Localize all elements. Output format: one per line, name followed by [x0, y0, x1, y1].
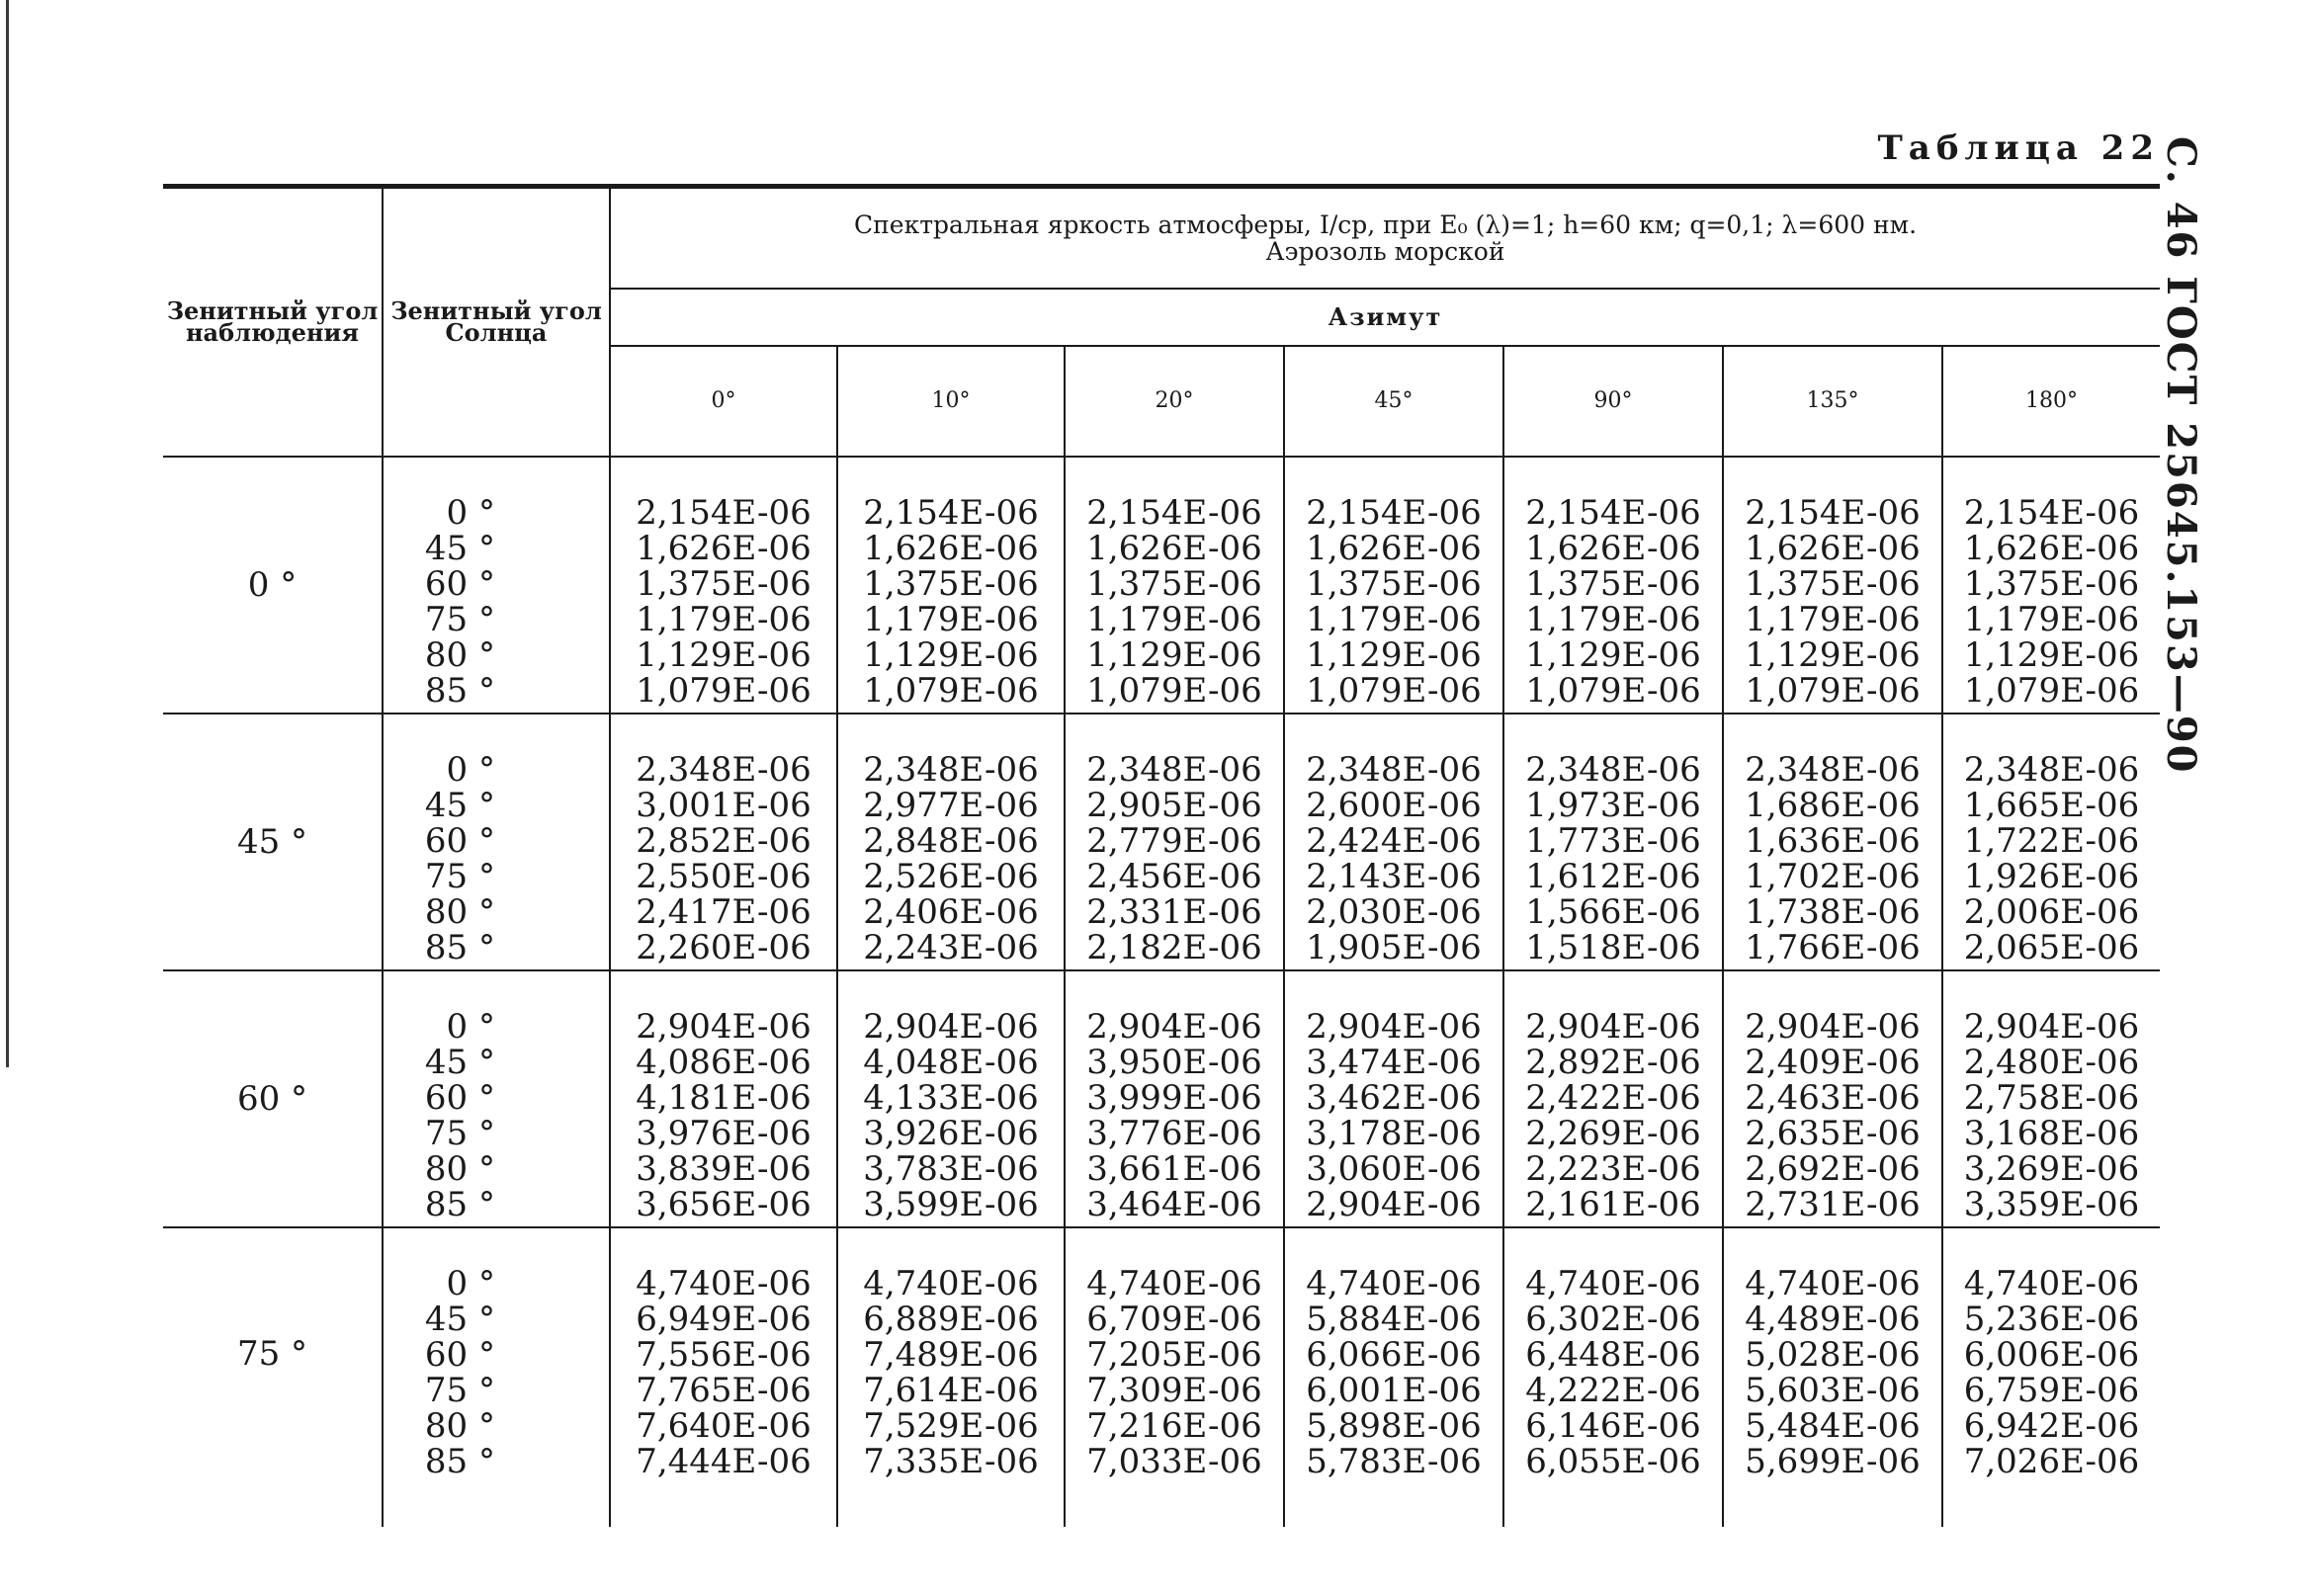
- value-entry: 1,926E-06: [1963, 857, 2140, 896]
- value-cell: [837, 1227, 1065, 1527]
- value-entry: 1,665E-06: [1963, 786, 2140, 825]
- value-entry: 4,133E-06: [863, 1078, 1039, 1118]
- value-entry: 2,154E-06: [1745, 493, 1921, 533]
- value-entry: 2,154E-06: [1963, 493, 2140, 533]
- sun-angle-value: 75 °: [424, 857, 495, 896]
- value-entry: 7,216E-06: [1086, 1406, 1262, 1446]
- page-edge-line: [6, 0, 9, 1067]
- value-cell: [837, 714, 1065, 970]
- value-entry: 2,409E-06: [1745, 1043, 1921, 1082]
- value-entry: 1,702E-06: [1745, 857, 1921, 896]
- value-entry: 3,656E-06: [636, 1185, 812, 1224]
- value-entry: 6,066E-06: [1306, 1335, 1482, 1375]
- table-title: Таблица 22: [1877, 128, 2160, 168]
- value-entry: 2,424E-06: [1306, 821, 1482, 861]
- value-entry: 7,765E-06: [636, 1371, 812, 1410]
- value-entry: 3,464E-06: [1086, 1185, 1262, 1224]
- value-entry: 3,950E-06: [1086, 1043, 1262, 1082]
- sun-angle-value: 85 °: [424, 928, 495, 967]
- value-cell: [610, 970, 837, 1227]
- value-entry: 2,977E-06: [863, 786, 1039, 825]
- value-entry: 1,905E-06: [1306, 928, 1482, 967]
- value-entry: 6,006E-06: [1963, 1335, 2140, 1375]
- value-entry: 2,348E-06: [636, 750, 812, 790]
- value-entry: 2,348E-06: [1963, 750, 2140, 790]
- value-entry: 2,758E-06: [1963, 1078, 2140, 1118]
- value-cell: [610, 1227, 837, 1527]
- value-entry: 4,048E-06: [863, 1043, 1039, 1082]
- value-entry: 1,079E-06: [1745, 671, 1921, 711]
- value-entry: 2,182E-06: [1086, 928, 1262, 967]
- value-entry: 7,640E-06: [636, 1406, 812, 1446]
- observation-angle-cell: 60 °: [163, 970, 383, 1227]
- sun-angle-value: 80 °: [424, 635, 495, 675]
- azimuth-header: 0°: [610, 346, 837, 457]
- value-entry: 5,783E-06: [1306, 1442, 1482, 1481]
- value-entry: 2,692E-06: [1745, 1149, 1921, 1189]
- value-entry: 1,375E-06: [636, 564, 812, 604]
- value-cell: [1284, 714, 1503, 970]
- value-entry: 6,709E-06: [1086, 1300, 1262, 1339]
- value-entry: 2,904E-06: [1306, 1007, 1482, 1047]
- value-cell: [837, 970, 1065, 1227]
- value-entry: 1,375E-06: [1745, 564, 1921, 604]
- value-entry: 2,260E-06: [636, 928, 812, 967]
- value-entry: 1,079E-06: [863, 671, 1039, 711]
- value-cell: [1284, 457, 1503, 714]
- value-cell: [1065, 970, 1284, 1227]
- value-entry: 2,243E-06: [863, 928, 1039, 967]
- value-entry: 3,776E-06: [1086, 1114, 1262, 1153]
- value-entry: 2,848E-06: [863, 821, 1039, 861]
- value-entry: 1,375E-06: [1086, 564, 1262, 604]
- value-entry: 6,001E-06: [1306, 1371, 1482, 1410]
- value-cell: [1065, 714, 1284, 970]
- value-entry: 1,079E-06: [1306, 671, 1482, 711]
- value-entry: 2,904E-06: [1745, 1007, 1921, 1047]
- value-entry: 6,055E-06: [1525, 1442, 1701, 1481]
- value-entry: 2,348E-06: [1745, 750, 1921, 790]
- value-entry: 3,839E-06: [636, 1149, 812, 1189]
- value-entry: 7,205E-06: [1086, 1335, 1262, 1375]
- value-entry: 1,612E-06: [1525, 857, 1701, 896]
- sun-angle-cell: [383, 970, 610, 1227]
- table-body: [163, 457, 2160, 1527]
- value-entry: 5,236E-06: [1963, 1300, 2140, 1339]
- sun-angle-value: 45 °: [424, 786, 495, 825]
- value-cell: [1942, 1227, 2160, 1527]
- value-entry: 1,626E-06: [636, 529, 812, 568]
- azimuth-header: 45°: [1284, 346, 1503, 457]
- header-caption: [610, 187, 2160, 290]
- value-entry: 1,129E-06: [1745, 635, 1921, 675]
- value-entry: 1,129E-06: [1306, 635, 1482, 675]
- sun-angle-value: 0 °: [446, 1007, 495, 1047]
- side-page-header: С. 46 ГОСТ 25645.153—90: [2158, 136, 2204, 775]
- value-entry: 6,302E-06: [1525, 1300, 1701, 1339]
- value-entry: 7,309E-06: [1086, 1371, 1262, 1410]
- value-entry: 1,179E-06: [636, 600, 812, 639]
- value-entry: 3,178E-06: [1306, 1114, 1482, 1153]
- value-entry: 1,973E-06: [1525, 786, 1701, 825]
- value-entry: 5,898E-06: [1306, 1406, 1482, 1446]
- table-row: [163, 970, 2160, 1227]
- sun-angle-value: 80 °: [424, 1149, 495, 1189]
- value-entry: 7,556E-06: [636, 1335, 812, 1375]
- value-entry: 2,154E-06: [1525, 493, 1701, 533]
- sun-angle-value: 0 °: [446, 493, 495, 533]
- value-entry: 1,179E-06: [1963, 600, 2140, 639]
- value-entry: 1,566E-06: [1525, 892, 1701, 932]
- value-entry: 2,463E-06: [1745, 1078, 1921, 1118]
- table-row: [163, 1227, 2160, 1527]
- azimuth-header: 180°: [1942, 346, 2160, 457]
- observation-angle-cell: 0 °: [163, 457, 383, 714]
- sun-angle-value: 85 °: [424, 1185, 495, 1224]
- value-entry: 6,889E-06: [863, 1300, 1039, 1339]
- sun-angle-value: 60 °: [424, 821, 495, 861]
- value-entry: 5,484E-06: [1745, 1406, 1921, 1446]
- value-entry: 2,422E-06: [1525, 1078, 1701, 1118]
- value-entry: 2,154E-06: [1086, 493, 1262, 533]
- value-entry: 1,686E-06: [1745, 786, 1921, 825]
- value-entry: 2,006E-06: [1963, 892, 2140, 932]
- value-cell: [1723, 714, 1942, 970]
- value-entry: 1,129E-06: [1525, 635, 1701, 675]
- sun-angle-value: 60 °: [424, 564, 495, 604]
- value-entry: 5,603E-06: [1745, 1371, 1921, 1410]
- value-cell: [1503, 714, 1723, 970]
- value-entry: 4,222E-06: [1525, 1371, 1701, 1410]
- value-entry: 2,223E-06: [1525, 1149, 1701, 1189]
- value-entry: 2,348E-06: [863, 750, 1039, 790]
- value-entry: 1,722E-06: [1963, 821, 2140, 861]
- value-entry: 1,129E-06: [1963, 635, 2140, 675]
- value-entry: 1,375E-06: [1963, 564, 2140, 604]
- value-entry: 5,884E-06: [1306, 1300, 1482, 1339]
- value-cell: [1284, 970, 1503, 1227]
- value-entry: 5,699E-06: [1745, 1442, 1921, 1481]
- value-entry: 7,033E-06: [1086, 1442, 1262, 1481]
- sun-angle-value: 80 °: [424, 892, 495, 932]
- value-entry: 6,448E-06: [1525, 1335, 1701, 1375]
- value-entry: 2,526E-06: [863, 857, 1039, 896]
- value-entry: 1,738E-06: [1745, 892, 1921, 932]
- value-cell: [1723, 970, 1942, 1227]
- value-entry: 6,942E-06: [1963, 1406, 2140, 1446]
- sun-angle-value: 60 °: [424, 1335, 495, 1375]
- observation-angle-cell: 45 °: [163, 714, 383, 970]
- azimuth-header: 10°: [837, 346, 1065, 457]
- value-cell: [1723, 1227, 1942, 1527]
- sun-angle-cell: [383, 457, 610, 714]
- value-entry: 1,079E-06: [1086, 671, 1262, 711]
- sun-angle-value: 45 °: [424, 1300, 495, 1339]
- value-entry: 3,359E-06: [1963, 1185, 2140, 1224]
- value-entry: 4,489E-06: [1745, 1300, 1921, 1339]
- value-entry: 1,626E-06: [1086, 529, 1262, 568]
- value-entry: 3,168E-06: [1963, 1114, 2140, 1153]
- value-entry: 2,456E-06: [1086, 857, 1262, 896]
- value-entry: 2,852E-06: [636, 821, 812, 861]
- value-cell: [1942, 714, 2160, 970]
- value-entry: 6,759E-06: [1963, 1371, 2140, 1410]
- value-entry: 2,904E-06: [1086, 1007, 1262, 1047]
- value-entry: 1,129E-06: [1086, 635, 1262, 675]
- sun-angle-value: 75 °: [424, 600, 495, 639]
- spectral-brightness-table: [163, 184, 2160, 1527]
- value-entry: 1,518E-06: [1525, 928, 1701, 967]
- value-cell: [1284, 1227, 1503, 1527]
- value-entry: 4,740E-06: [863, 1264, 1039, 1303]
- value-entry: 2,154E-06: [636, 493, 812, 533]
- value-entry: 3,999E-06: [1086, 1078, 1262, 1118]
- value-entry: 4,740E-06: [1306, 1264, 1482, 1303]
- value-entry: 7,335E-06: [863, 1442, 1039, 1481]
- value-entry: 1,626E-06: [1306, 529, 1482, 568]
- value-cell: [1942, 457, 2160, 714]
- value-entry: 2,905E-06: [1086, 786, 1262, 825]
- value-entry: 2,904E-06: [1525, 1007, 1701, 1047]
- value-cell: [1503, 970, 1723, 1227]
- value-cell: [837, 457, 1065, 714]
- value-entry: 3,926E-06: [863, 1114, 1039, 1153]
- value-entry: 4,181E-06: [636, 1078, 812, 1118]
- value-cell: [610, 457, 837, 714]
- value-entry: 2,480E-06: [1963, 1043, 2140, 1082]
- value-entry: 3,783E-06: [863, 1149, 1039, 1189]
- sun-angle-cell: [383, 714, 610, 970]
- value-entry: 2,143E-06: [1306, 857, 1482, 896]
- sun-angle-value: 0 °: [446, 1264, 495, 1303]
- value-entry: 2,550E-06: [636, 857, 812, 896]
- sun-angle-value: 75 °: [424, 1114, 495, 1153]
- value-cell: [610, 714, 837, 970]
- value-entry: 1,079E-06: [636, 671, 812, 711]
- value-entry: 1,179E-06: [863, 600, 1039, 639]
- value-cell: [1065, 457, 1284, 714]
- value-entry: 4,086E-06: [636, 1043, 812, 1082]
- table-row: [163, 457, 2160, 714]
- azimuth-header: 20°: [1065, 346, 1284, 457]
- value-entry: 2,635E-06: [1745, 1114, 1921, 1153]
- value-entry: 2,779E-06: [1086, 821, 1262, 861]
- sun-angle-value: 80 °: [424, 1406, 495, 1446]
- value-entry: 2,030E-06: [1306, 892, 1482, 932]
- value-entry: 4,740E-06: [636, 1264, 812, 1303]
- value-entry: 2,904E-06: [1963, 1007, 2140, 1047]
- value-entry: 2,904E-06: [863, 1007, 1039, 1047]
- value-entry: 3,661E-06: [1086, 1149, 1262, 1189]
- value-entry: 1,129E-06: [636, 635, 812, 675]
- value-entry: 4,740E-06: [1086, 1264, 1262, 1303]
- value-entry: 2,065E-06: [1963, 928, 2140, 967]
- value-entry: 7,614E-06: [863, 1371, 1039, 1410]
- value-entry: 7,444E-06: [636, 1442, 812, 1481]
- value-entry: 2,731E-06: [1745, 1185, 1921, 1224]
- value-entry: 1,626E-06: [1525, 529, 1701, 568]
- value-cell: [1503, 457, 1723, 714]
- value-entry: 3,001E-06: [636, 786, 812, 825]
- value-entry: 2,600E-06: [1306, 786, 1482, 825]
- value-entry: 1,179E-06: [1086, 600, 1262, 639]
- sun-angle-value: 0 °: [446, 750, 495, 790]
- sun-angle-value: 85 °: [424, 1442, 495, 1481]
- caption-line-1: Спектральная яркость атмосферы, I/ср, при E₀ (λ)=1; h=60 км; q=0,1; λ=600 нм.: [853, 210, 1918, 239]
- value-entry: 4,740E-06: [1745, 1264, 1921, 1303]
- value-entry: 2,154E-06: [1306, 493, 1482, 533]
- value-entry: 1,626E-06: [863, 529, 1039, 568]
- table-row: [163, 714, 2160, 970]
- table-header: [163, 187, 2160, 458]
- value-entry: 2,417E-06: [636, 892, 812, 932]
- caption-line-2: Аэрозоль морской: [1265, 237, 1505, 266]
- value-entry: 3,060E-06: [1306, 1149, 1482, 1189]
- value-entry: 1,626E-06: [1963, 529, 2140, 568]
- value-entry: 1,179E-06: [1525, 600, 1701, 639]
- sun-angle-value: 75 °: [424, 1371, 495, 1410]
- value-entry: 5,028E-06: [1745, 1335, 1921, 1375]
- value-entry: 1,179E-06: [1306, 600, 1482, 639]
- value-entry: 1,079E-06: [1525, 671, 1701, 711]
- header-zenith-sun: Зенитный угол Солнца: [383, 187, 610, 458]
- value-entry: 1,375E-06: [1525, 564, 1701, 604]
- value-entry: 1,636E-06: [1745, 821, 1921, 861]
- value-entry: 1,773E-06: [1525, 821, 1701, 861]
- value-entry: 2,154E-06: [863, 493, 1039, 533]
- value-entry: 2,406E-06: [863, 892, 1039, 932]
- value-entry: 3,976E-06: [636, 1114, 812, 1153]
- value-entry: 6,949E-06: [636, 1300, 812, 1339]
- value-cell: [1503, 1227, 1723, 1527]
- value-entry: 7,026E-06: [1963, 1442, 2140, 1481]
- value-cell: [1065, 1227, 1284, 1527]
- value-entry: 1,375E-06: [863, 564, 1039, 604]
- value-cell: [1942, 970, 2160, 1227]
- value-entry: 1,179E-06: [1745, 600, 1921, 639]
- value-entry: 1,129E-06: [863, 635, 1039, 675]
- value-entry: 3,462E-06: [1306, 1078, 1482, 1118]
- sun-angle-value: 45 °: [424, 1043, 495, 1082]
- sun-angle-value: 60 °: [424, 1078, 495, 1118]
- header-zenith-observation: Зенитный угол наблюдения: [163, 187, 383, 458]
- value-cell: [1723, 457, 1942, 714]
- azimuth-header: 135°: [1723, 346, 1942, 457]
- value-entry: 1,375E-06: [1306, 564, 1482, 604]
- observation-angle-cell: 75 °: [163, 1227, 383, 1527]
- value-entry: 2,348E-06: [1525, 750, 1701, 790]
- value-entry: 3,474E-06: [1306, 1043, 1482, 1082]
- value-entry: 2,348E-06: [1086, 750, 1262, 790]
- header-azimuth: Азимут: [610, 289, 2160, 346]
- value-entry: 2,331E-06: [1086, 892, 1262, 932]
- sun-angle-value: 85 °: [424, 671, 495, 711]
- sun-angle-cell: [383, 1227, 610, 1527]
- value-entry: 7,529E-06: [863, 1406, 1039, 1446]
- value-entry: 3,599E-06: [863, 1185, 1039, 1224]
- value-entry: 2,904E-06: [636, 1007, 812, 1047]
- value-entry: 6,146E-06: [1525, 1406, 1701, 1446]
- value-entry: 1,766E-06: [1745, 928, 1921, 967]
- value-entry: 2,892E-06: [1525, 1043, 1701, 1082]
- value-entry: 7,489E-06: [863, 1335, 1039, 1375]
- value-entry: 2,348E-06: [1306, 750, 1482, 790]
- value-entry: 3,269E-06: [1963, 1149, 2140, 1189]
- value-entry: 1,079E-06: [1963, 671, 2140, 711]
- sun-angle-value: 45 °: [424, 529, 495, 568]
- value-entry: 4,740E-06: [1963, 1264, 2140, 1303]
- value-entry: 2,269E-06: [1525, 1114, 1701, 1153]
- value-entry: 2,904E-06: [1306, 1185, 1482, 1224]
- azimuth-header: 90°: [1503, 346, 1723, 457]
- value-entry: 4,740E-06: [1525, 1264, 1701, 1303]
- value-entry: 1,626E-06: [1745, 529, 1921, 568]
- value-entry: 2,161E-06: [1525, 1185, 1701, 1224]
